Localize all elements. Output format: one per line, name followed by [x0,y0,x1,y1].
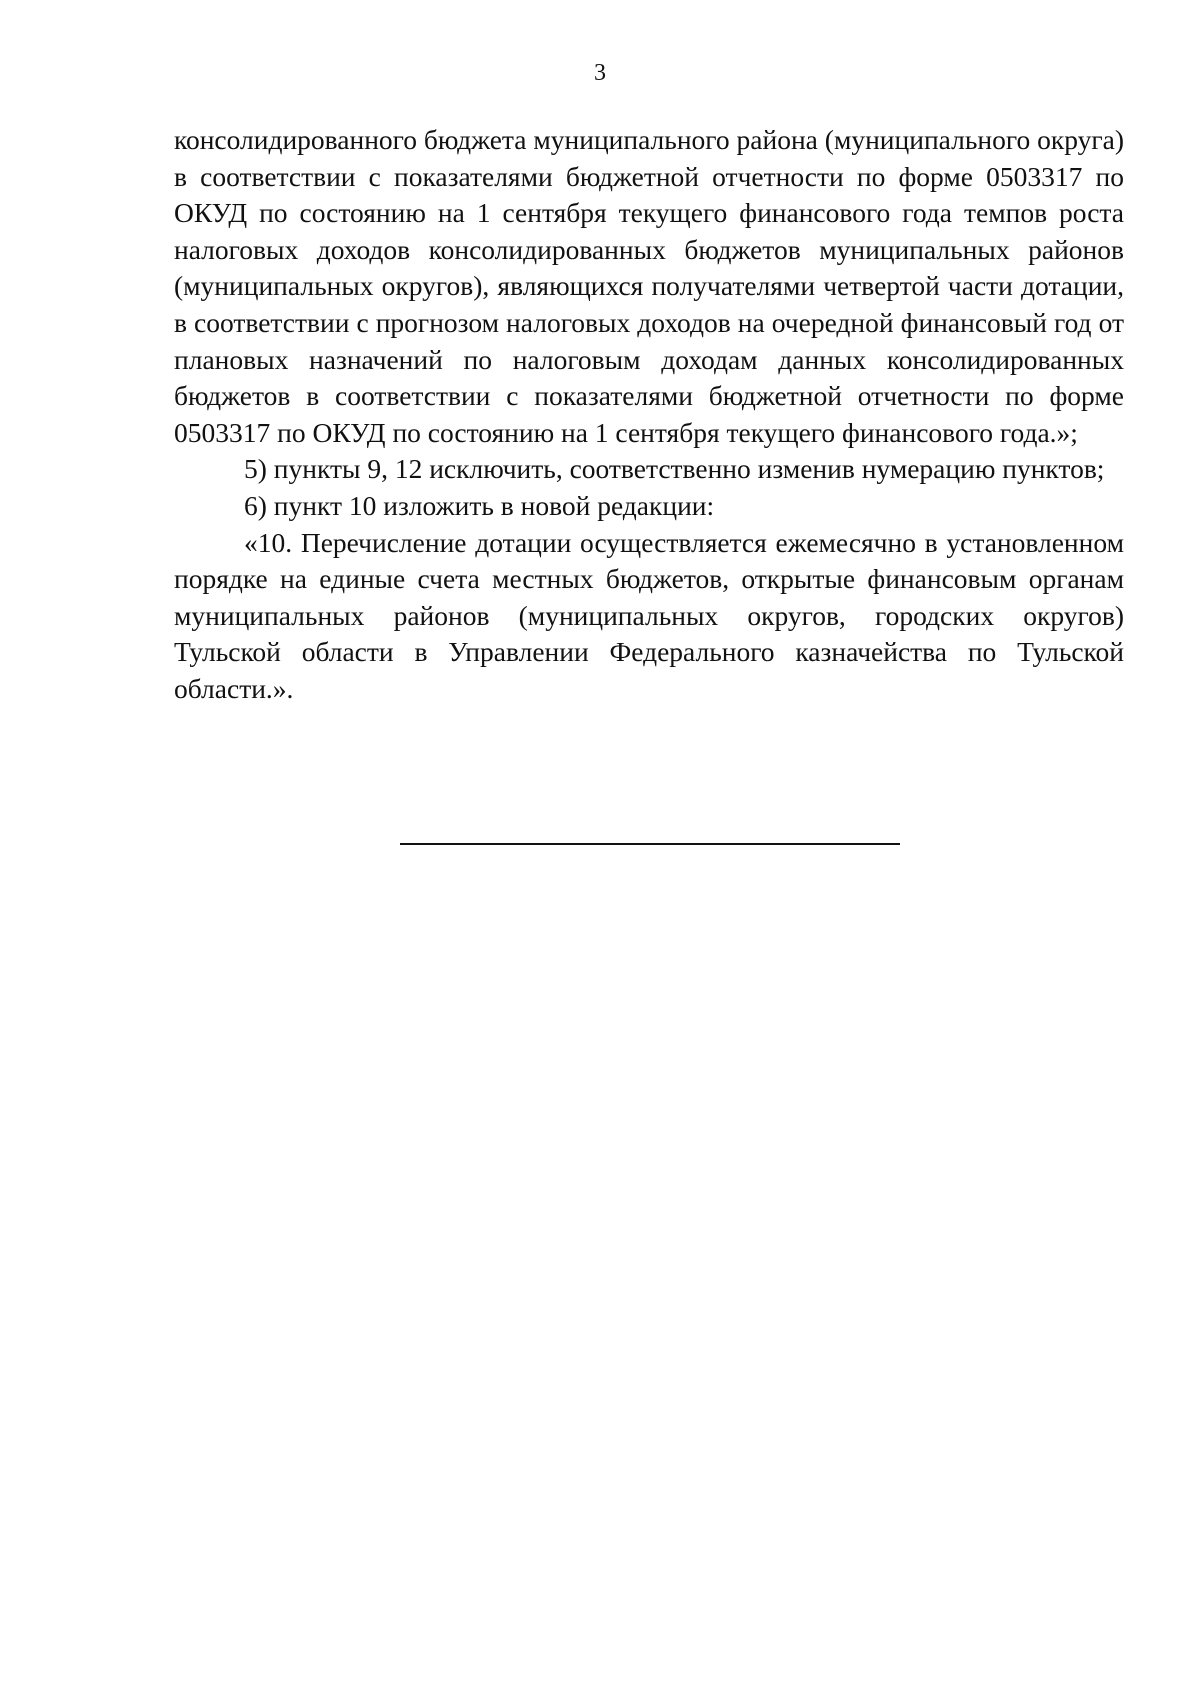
document-body [174,122,1124,708]
paragraph-item-6: 6) пункт 10 изложить в новой редакции: [244,489,715,521]
paragraph-item-5: 5) пункты 9, 12 исключить, соответственно изменив нумерацию пунктов; [244,453,1105,485]
end-of-text-rule [400,843,900,845]
page-number: 3 [594,60,606,86]
paragraph-continuation: консолидированного бюджета муниципального района (муниципального округа) в соответствии с показателями бюджетной отчетности по форме 0503317 по ОКУД по состоянию на 1 сентября текущего финансового года темпов роста налоговых доходов консолидированных бюджетов муниципальных районов (муниципальных округов), являющихся получателями четвертой части дотации, в соответствии с прогнозом налоговых доходов на очередной финансовый год от плановых назначений по налоговым доходам данных консолидированных бюджетов в соответствии с показателями бюджетной отчетности по форме 0503317 по ОКУД по состоянию на 1 сентября текущего финансового года.»; [174,124,1124,448]
paragraph-clause-10: «10. Перечисление дотации осуществляется ежемесячно в установленном порядке на единые счета местных бюджетов, открытые финансовым органам муниципальных районов (муниципальных округов, городских округов) Тульской области в Управлении Федерального казначейства по Тульской области.». [174,526,1124,704]
